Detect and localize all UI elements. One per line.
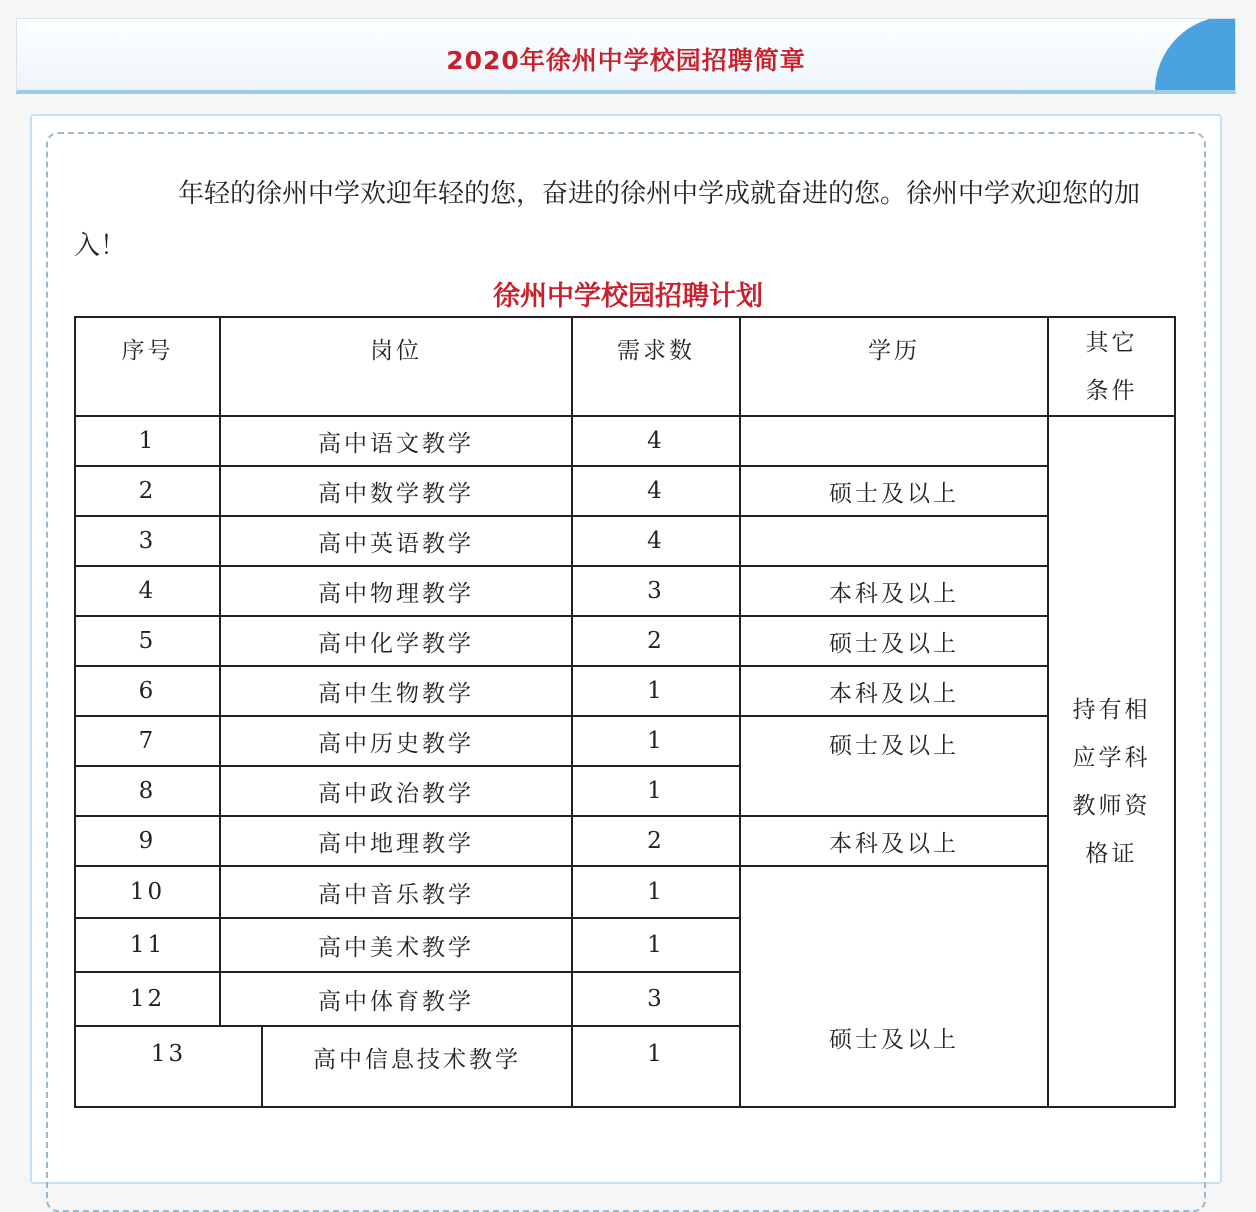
row-index: 6 [138, 678, 157, 704]
header-education: 学历 [868, 338, 920, 364]
row-demand: 3 [647, 578, 665, 604]
row-demand: 4 [647, 528, 665, 554]
condition-line: 应学科 [1072, 744, 1151, 771]
recruitment-table [74, 316, 1176, 1108]
condition-line: 教师资 [1072, 792, 1151, 819]
row-index: 2 [138, 478, 157, 504]
row-position: 高中地理教学 [318, 830, 474, 857]
row-index: 9 [138, 828, 157, 854]
row-position: 高中物理教学 [318, 580, 474, 607]
row-position: 高中生物教学 [318, 680, 474, 707]
education-cell: 本科及以上 [829, 580, 959, 607]
condition-line: 持有相 [1072, 696, 1151, 723]
education-cell: 硕士及以上 [829, 1027, 959, 1053]
row-demand: 1 [647, 932, 665, 958]
row-position: 高中体育教学 [318, 988, 474, 1015]
row-demand: 3 [647, 986, 665, 1012]
page-header [16, 18, 1236, 94]
row-demand: 4 [647, 428, 665, 454]
education-cell: 硕士及以上 [829, 480, 959, 507]
header-index: 序号 [121, 338, 174, 364]
table-title: 徐州中学校园招聘计划 [493, 281, 763, 312]
header-position: 岗位 [370, 338, 422, 364]
row-index: 7 [138, 728, 157, 754]
row-index: 11 [129, 932, 166, 958]
row-index: 10 [129, 879, 166, 905]
row-position: 高中语文教学 [318, 430, 474, 457]
row-demand: 2 [647, 628, 665, 654]
row-demand: 4 [647, 478, 665, 504]
row-index: 5 [138, 628, 157, 654]
header-other-line1: 其它 [1085, 329, 1138, 356]
education-cell: 硕士及以上 [829, 630, 959, 657]
page-title: 2020年徐州中学校园招聘简章 [446, 46, 806, 75]
row-index: 1 [138, 428, 157, 454]
row-index: 8 [138, 778, 157, 804]
header-demand: 需求数 [617, 338, 695, 364]
row-index: 3 [138, 528, 157, 554]
education-cell: 本科及以上 [829, 680, 959, 707]
header-other [1049, 318, 1174, 415]
education-cell: 本科及以上 [829, 830, 959, 857]
row-demand: 2 [647, 828, 665, 854]
row-position: 高中化学教学 [318, 630, 474, 657]
row-position: 高中政治教学 [318, 780, 474, 807]
row-position: 高中美术教学 [318, 934, 474, 961]
header-other-line2: 条件 [1085, 377, 1138, 404]
row-position: 高中数学教学 [318, 480, 474, 507]
condition-line: 格证 [1085, 840, 1138, 867]
other-condition-cell [1049, 417, 1174, 1106]
row-position: 高中信息技术教学 [313, 1047, 521, 1073]
row-demand: 1 [647, 728, 665, 754]
row-demand: 1 [647, 1041, 665, 1067]
intro-paragraph: 年轻的徐州中学欢迎年轻的您，奋进的徐州中学成就奋进的您。徐州中学欢迎您的加入！ [74, 179, 1141, 261]
row-demand: 1 [647, 678, 665, 704]
row-position: 高中历史教学 [318, 730, 474, 757]
row-index: 13 [150, 1041, 187, 1067]
row-index: 12 [129, 986, 166, 1012]
row-index: 4 [138, 578, 157, 604]
row-demand: 1 [647, 778, 665, 804]
education-cell: 硕士及以上 [829, 733, 959, 759]
row-demand: 1 [647, 879, 665, 905]
row-position: 高中英语教学 [318, 530, 474, 557]
row-position: 高中音乐教学 [318, 881, 474, 908]
